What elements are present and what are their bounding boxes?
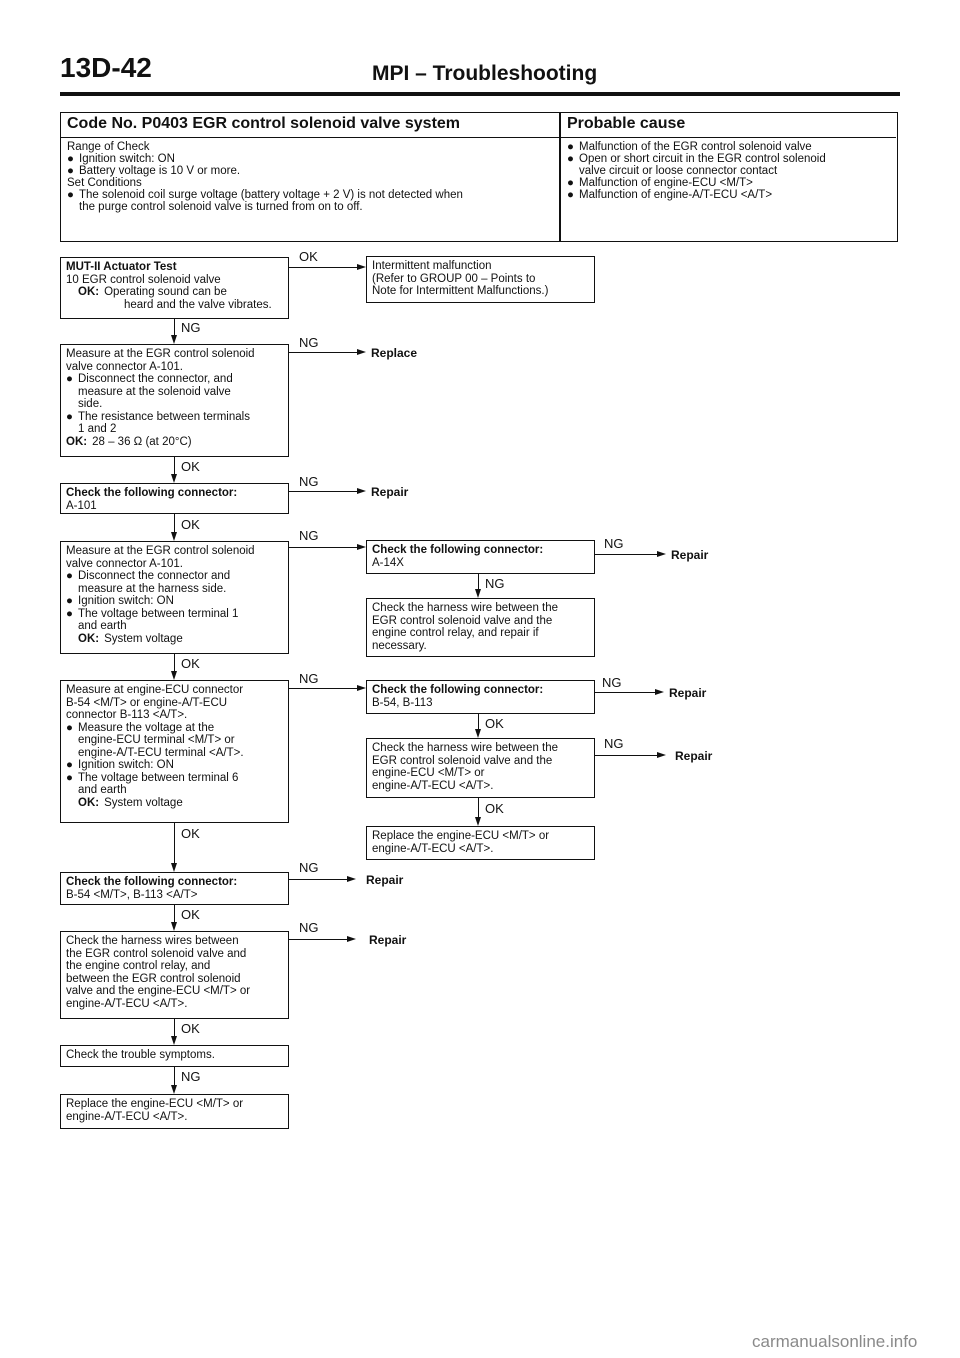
watermark: carmanualsonline.info — [752, 1332, 918, 1351]
connector-line — [174, 319, 175, 335]
range-of-check-label: Range of Check — [67, 141, 150, 153]
arrow-right-icon — [655, 689, 664, 695]
arrow-down-icon — [171, 1085, 177, 1094]
connector-line — [174, 823, 175, 863]
arrow-right-icon — [657, 551, 666, 557]
cause-item: ● Malfunction of engine-A/T-ECU <A/T> — [567, 189, 773, 201]
arrow-right-icon — [357, 349, 366, 355]
flow-label-ok: OK — [181, 517, 200, 532]
connector-line — [595, 554, 657, 555]
flow-label-ok: OK — [485, 801, 504, 816]
step-measure-ecu-connector: Measure at engine-ECU connector B-54 <M/T> or engine-A/T-ECU connector B-113 <A/T>. ● Measure the voltage at the engine-ECU terminal <M/T> or engine-A/T-ECU terminal <A/T>. ● Ignition switch: ON ● The voltage between terminal 6 and earth OK: System voltage — [60, 680, 289, 823]
arrow-down-icon — [171, 1036, 177, 1045]
flow-label-ng: NG — [299, 860, 319, 875]
arrow-down-icon — [171, 532, 177, 541]
set-conditions-label: Set Conditions — [67, 177, 142, 189]
arrow-down-icon — [475, 589, 481, 598]
step-check-harness-wires: Check the harness wires between the EGR control solenoid valve and the engine control relay, and between the EGR control solenoid valve and the engine-ECU <M/T> or engine-A/T-ECU <A/T>. — [60, 931, 289, 1019]
flow-label-ok: OK — [181, 1021, 200, 1036]
step-check-trouble-symptoms: Check the trouble symptoms. — [60, 1045, 289, 1067]
flow-label-ng: NG — [604, 736, 624, 751]
arrow-right-icon — [357, 544, 366, 550]
step-check-harness-ecu: Check the harness wire between the EGR control solenoid valve and the engine-ECU <M/T> or engine-A/T-ECU <A/T>. — [366, 738, 595, 798]
connector-line — [595, 755, 657, 756]
connector-line — [174, 654, 175, 671]
connector-line — [478, 714, 479, 729]
connector-line — [289, 491, 357, 492]
result-repair: Repair — [671, 548, 709, 562]
result-intermittent: Intermittent malfunction (Refer to GROUP 00 – Points to Note for Intermittent Malfunctions.) — [366, 256, 595, 303]
connector-line — [289, 939, 347, 940]
flow-label-ng: NG — [181, 320, 201, 335]
step-replace-ecu-right: Replace the engine-ECU <M/T> or engine-A/T-ECU <A/T>. — [366, 826, 595, 860]
arrow-down-icon — [171, 922, 177, 931]
step-measure-resistance: Measure at the EGR control solenoid valve connector A-101. ● Disconnect the connector, and measure at the solenoid valve side. ● The resistance between terminals 1 and 2 OK: 28 – 36 Ω (at 20°C) — [60, 344, 289, 457]
step-measure-voltage-a101: Measure at the EGR control solenoid valve connector A-101. ● Disconnect the connector and measure at the harness side. ● Ignition switch: ON ● The voltage between terminal 1 and earth OK: System voltage — [60, 541, 289, 654]
connector-line — [174, 457, 175, 474]
flow-label-ng: NG — [181, 1069, 201, 1084]
result-replace: Replace — [371, 346, 418, 360]
flow-label-ng: NG — [602, 675, 622, 690]
arrow-down-icon — [171, 671, 177, 680]
set-item: ● The solenoid coil surge voltage (battery voltage + 2 V) is not detected when — [67, 189, 463, 201]
connector-line — [289, 547, 357, 548]
result-repair: Repair — [675, 749, 713, 763]
result-repair: Repair — [371, 485, 409, 499]
range-item: ● Battery voltage is 10 V or more. — [67, 165, 241, 177]
arrow-right-icon — [657, 752, 666, 758]
arrow-right-icon — [357, 264, 366, 270]
connector-line — [174, 1067, 175, 1085]
connector-line — [289, 879, 347, 880]
flow-label-ng: NG — [299, 335, 319, 350]
flow-label-ng: NG — [299, 920, 319, 935]
flow-label-ng: NG — [299, 474, 319, 489]
connector-line — [289, 688, 357, 689]
result-repair: Repair — [369, 933, 407, 947]
flow-label-ok: OK — [485, 716, 504, 731]
result-repair: Repair — [669, 686, 707, 700]
flow-label-ok: OK — [181, 656, 200, 671]
step-replace-ecu: Replace the engine-ECU <M/T> or engine-A/T-ECU <A/T>. — [60, 1094, 289, 1129]
flow-label-ok: OK — [181, 459, 200, 474]
code-heading: Code No. P0403 EGR control solenoid valve system — [67, 115, 461, 132]
arrow-right-icon — [357, 488, 366, 494]
flow-label-ng: NG — [604, 536, 624, 551]
arrow-down-icon — [171, 474, 177, 483]
step-check-connector-a14x: Check the following connector: A-14X — [366, 540, 595, 574]
probable-causes — [567, 141, 893, 201]
flow-label-ng: NG — [299, 528, 319, 543]
arrow-right-icon — [347, 936, 356, 942]
connector-line — [174, 1019, 175, 1036]
cause-item: ● Malfunction of engine-ECU <M/T> — [567, 177, 753, 189]
connector-line — [289, 352, 357, 353]
page-title: MPI – Troubleshooting — [372, 62, 598, 85]
cause-item-cont: valve circuit or loose connector contact — [579, 165, 778, 177]
connector-line — [174, 905, 175, 922]
arrow-right-icon — [347, 876, 356, 882]
probable-cause-heading: Probable cause — [567, 115, 686, 132]
connector-line — [289, 267, 357, 268]
flow-label-ok: OK — [181, 826, 200, 841]
arrow-down-icon — [475, 729, 481, 738]
set-item-cont: the purge control solenoid valve is turned from on to off. — [79, 201, 363, 213]
arrow-down-icon — [171, 335, 177, 344]
cause-item: ● Open or short circuit in the EGR control solenoid — [567, 153, 826, 165]
flow-label-ng: NG — [485, 576, 505, 591]
check-conditions — [67, 141, 555, 213]
flow-label-ng: NG — [299, 671, 319, 686]
code-table — [60, 112, 898, 242]
connector-line — [478, 798, 479, 817]
connector-line — [595, 692, 655, 693]
step-actuator-test: MUT-II Actuator Test 10 EGR control solenoid valve OK: Operating sound can be heard and the valve vibrates. — [60, 257, 289, 319]
table-divider — [559, 113, 561, 241]
flow-label-ok: OK — [181, 907, 200, 922]
arrow-down-icon — [475, 817, 481, 826]
arrow-right-icon — [357, 685, 366, 691]
range-item: ● Ignition switch: ON — [67, 153, 175, 165]
step-check-connector-a101: Check the following connector: A-101 — [60, 483, 289, 514]
arrow-down-icon — [171, 863, 177, 872]
header-rule — [60, 92, 900, 96]
step-check-connector-b54: Check the following connector: B-54 <M/T>, B-113 <A/T> — [60, 872, 289, 905]
step-check-connector-b54-b113: Check the following connector: B-54, B-113 — [366, 680, 595, 714]
flow-label-ok: OK — [299, 249, 318, 264]
step-check-harness-relay: Check the harness wire between the EGR control solenoid valve and the engine control relay, and repair if necessary. — [366, 598, 595, 657]
table-header-rule — [61, 137, 896, 138]
result-repair: Repair — [366, 873, 404, 887]
cause-item: ● Malfunction of the EGR control solenoid valve — [567, 141, 812, 153]
connector-line — [174, 514, 175, 532]
connector-line — [478, 574, 479, 589]
page-number: 13D-42 — [60, 52, 152, 83]
